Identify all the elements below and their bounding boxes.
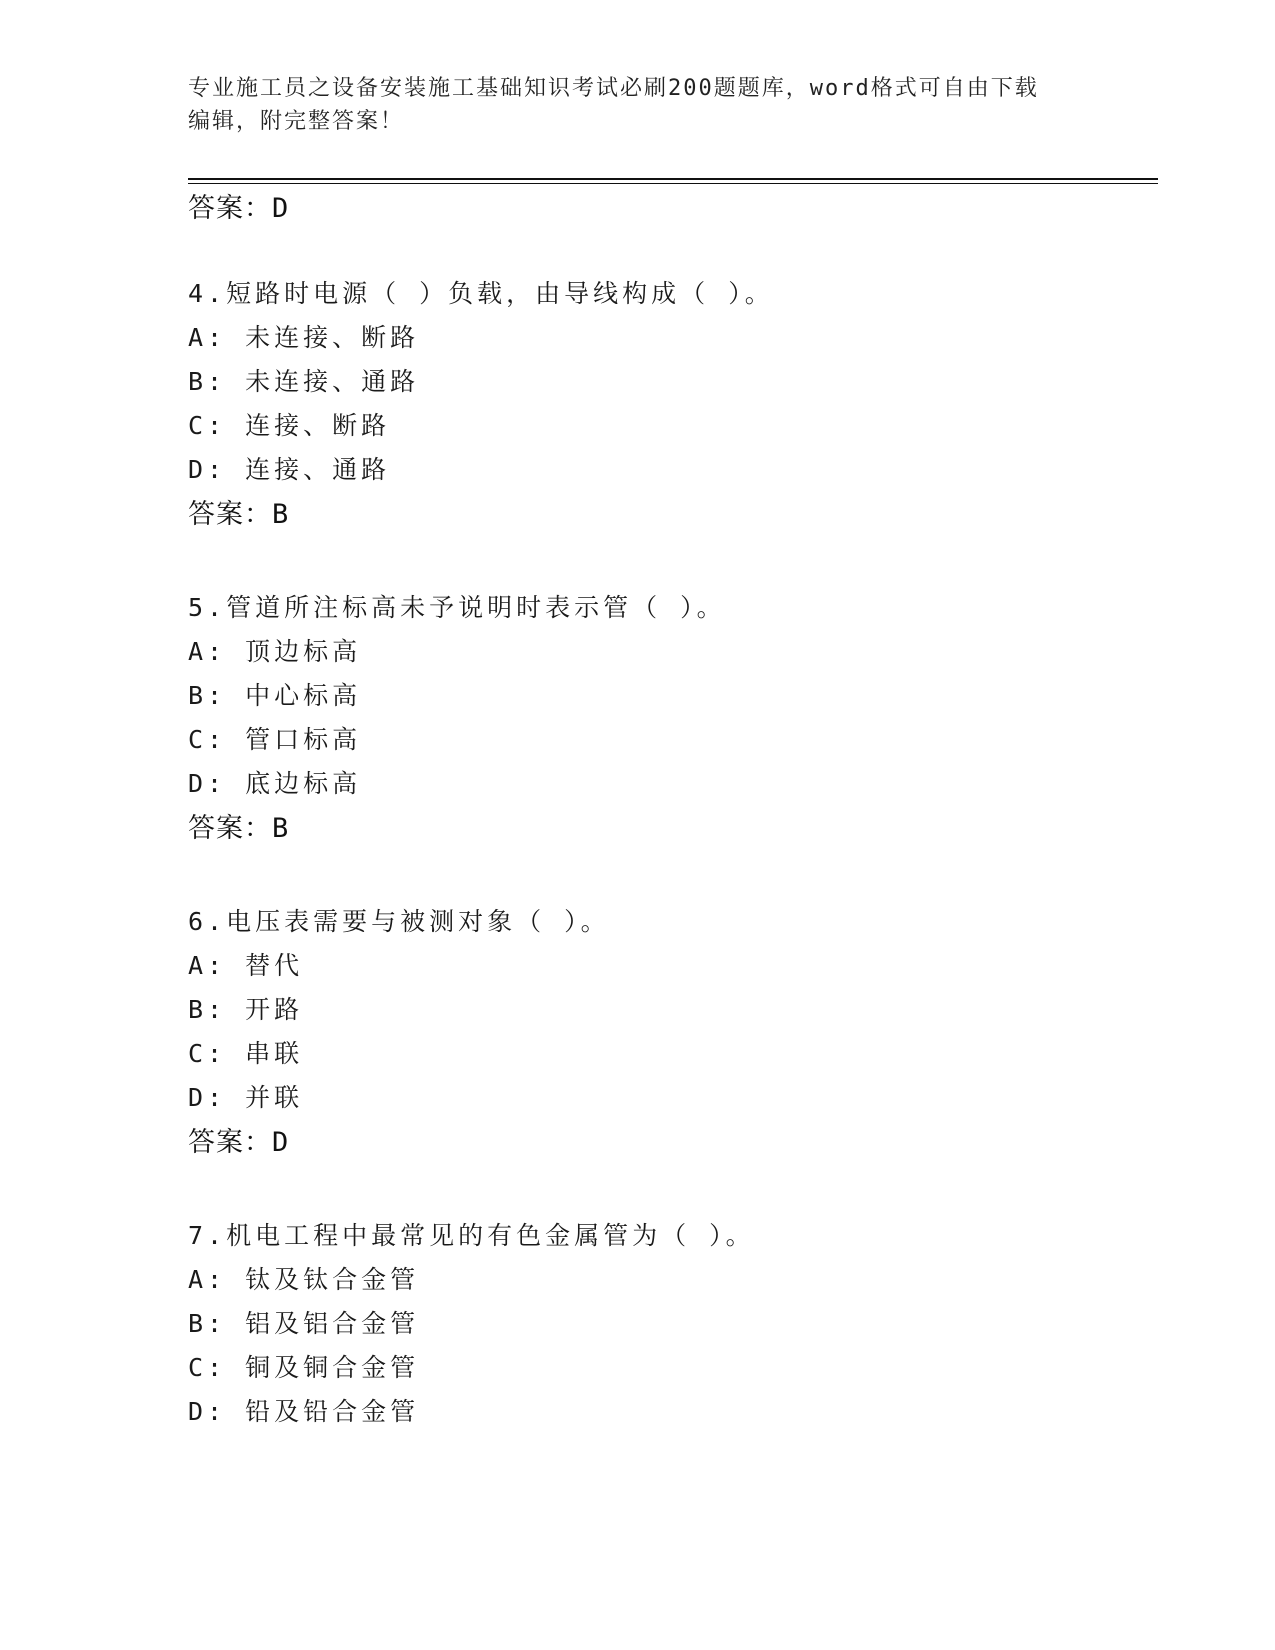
answer-label: 答案：D (188, 1127, 290, 1158)
option-a: A: 钛及钛合金管 (188, 1265, 420, 1294)
answer-label: 答案：B (188, 499, 290, 530)
option-d: D: 铅及铅合金管 (188, 1397, 420, 1426)
option-a: A: 顶边标高 (188, 637, 362, 666)
question-stem: 6.电压表需要与被测对象（ ）。 (188, 907, 610, 936)
header-divider-thin (188, 183, 1158, 184)
option-d: D: 并联 (188, 1083, 304, 1112)
option-b: B: 未连接、通路 (188, 367, 420, 396)
option-d: D: 连接、通路 (188, 455, 391, 484)
header-divider-thick (188, 178, 1158, 180)
header-line-2: 编辑，附完整答案！ (188, 109, 405, 134)
option-a: A: 替代 (188, 951, 304, 980)
option-b: B: 铝及铝合金管 (188, 1309, 420, 1338)
question-stem: 7.机电工程中最常见的有色金属管为（ ）。 (188, 1221, 755, 1250)
option-a: A: 未连接、断路 (188, 323, 420, 352)
document-header (188, 72, 1088, 138)
option-d: D: 底边标高 (188, 769, 362, 798)
option-c: C: 连接、断路 (188, 411, 391, 440)
option-b: B: 开路 (188, 995, 304, 1024)
option-b: B: 中心标高 (188, 681, 362, 710)
answer-label: 答案：B (188, 813, 290, 844)
option-c: C: 串联 (188, 1039, 304, 1068)
answer-label: 答案：D (188, 193, 290, 224)
question-stem: 4.短路时电源（ ）负载，由导线构成（ ）。 (188, 279, 774, 308)
question-stem: 5.管道所注标高未予说明时表示管（ ）。 (188, 593, 726, 622)
option-c: C: 铜及铜合金管 (188, 1353, 420, 1382)
header-line-1: 专业施工员之设备安装施工基础知识考试必刷200题题库，word格式可自由下载 (188, 76, 1039, 101)
option-c: C: 管口标高 (188, 725, 362, 754)
